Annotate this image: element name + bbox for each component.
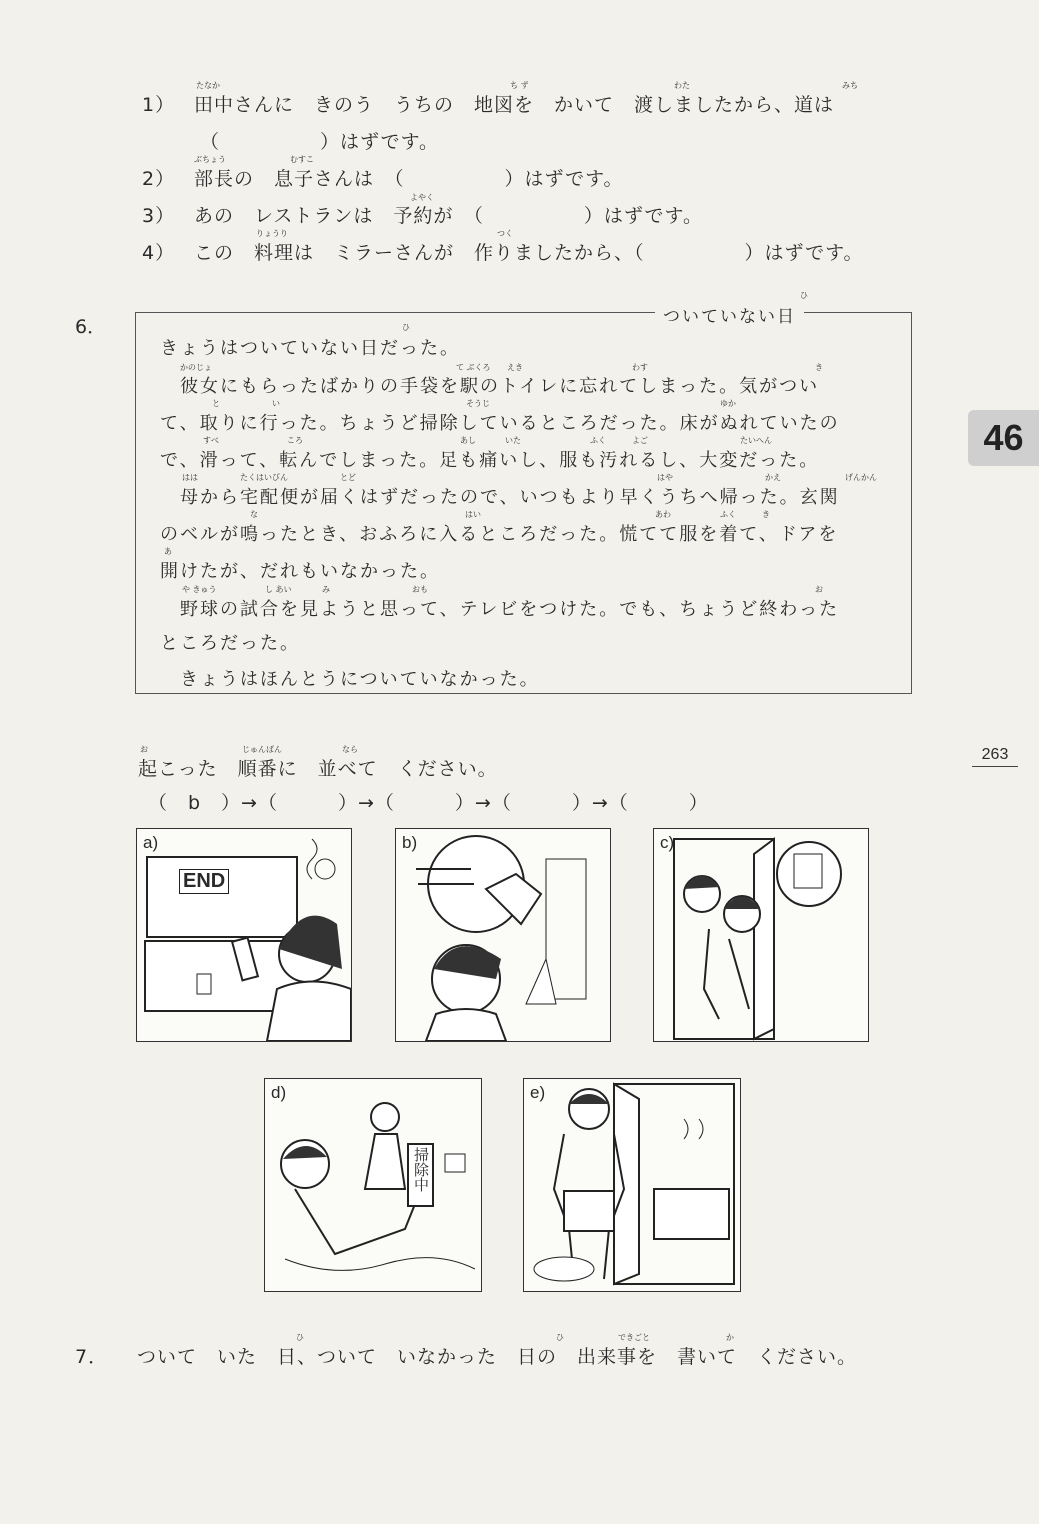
furigana: げんかん (845, 473, 877, 482)
furigana: かえ (765, 473, 781, 482)
section-7 (75, 1342, 857, 1369)
furigana: ひ (800, 291, 808, 300)
illustration-panel-b (395, 828, 611, 1042)
passage-line: て、取りに行った。ちょうど掃除しているところだった。床がぬれていたの (160, 413, 840, 434)
question-number: 1） (142, 94, 176, 116)
panel-label: e) (530, 1083, 546, 1102)
question-text: あの レストランは 予約が （ ）はずです。 (194, 205, 703, 227)
furigana: なら (342, 745, 358, 754)
page-number: 263 (972, 746, 1018, 767)
passage-line: 彼女にもらったばかりの手袋を駅のトイレに忘れてしまった。気がつい (160, 376, 820, 397)
furigana: そうじ (466, 399, 490, 408)
passage-line: のベルが鳴ったとき、おふろに入るところだった。慌てて服を着て、ドアを (160, 524, 839, 545)
question-text: 部長の 息子さんは （ ）はずです。 (194, 168, 624, 190)
furigana: たくはいびん (240, 473, 288, 482)
furigana: ころ (287, 436, 303, 445)
furigana: つく (497, 229, 513, 238)
furigana: じゅんばん (242, 745, 282, 754)
furigana: や きゅう (182, 585, 217, 594)
furigana: よやく (410, 193, 434, 202)
cleaning-sign: 掃除中 (412, 1147, 430, 1192)
furigana: な (250, 510, 258, 519)
furigana: いた (505, 436, 521, 445)
furigana: ひ (556, 1333, 564, 1342)
furigana: むすこ (290, 155, 314, 164)
furigana: ひ (402, 323, 410, 332)
tv-watching-illustration (137, 829, 351, 1041)
order-answer-row: （ b ）→（ ）→（ ）→（ ）→（ ） (148, 792, 709, 814)
furigana: と (212, 399, 220, 408)
question-item (142, 238, 864, 265)
furigana: はは (182, 473, 198, 482)
furigana: たいへん (740, 436, 772, 445)
furigana: ぶちょう (194, 155, 226, 164)
furigana: ち ず (510, 81, 529, 90)
question-text: この 料理は ミラーさんが 作りましたから、（ ）はずです。 (194, 242, 864, 264)
furigana: か (726, 1333, 734, 1342)
passage-line: ところだった。 (160, 633, 300, 654)
passage-line: 母から宅配便が届くはずだったので、いつもより早くうちへ帰った。玄関 (160, 487, 840, 508)
passage-line: きょうはついていない日だった。 (160, 338, 460, 359)
question-item (142, 90, 834, 117)
doorbell-illustration (654, 829, 868, 1041)
furigana: おも (412, 585, 428, 594)
furigana: あ (164, 547, 172, 556)
furigana: たなか (196, 81, 220, 90)
illustration-panel-e (523, 1078, 741, 1292)
furigana: い (272, 399, 280, 408)
illustration-panel-a (136, 828, 352, 1042)
furigana: りょうり (256, 229, 288, 238)
chapter-tab: 46 (968, 410, 1039, 466)
furigana: とど (340, 473, 356, 482)
section-number: 7． (75, 1346, 109, 1368)
illustration-panel-d (264, 1078, 482, 1292)
furigana: あわ (655, 510, 671, 519)
panel-label: a) (143, 833, 159, 852)
passage-line: 開けたが、だれもいなかった。 (160, 561, 440, 582)
furigana: えき (507, 363, 523, 372)
furigana: て ぶくろ (456, 363, 491, 372)
panel-label: d) (271, 1083, 287, 1102)
furigana: はや (657, 473, 673, 482)
furigana: よご (632, 436, 648, 445)
question-item (142, 201, 703, 228)
furigana: お (815, 585, 823, 594)
section-number: 6． (75, 316, 107, 338)
passage-line: で、滑って、転んでしまった。足も痛いし、服も汚れるし、大変だった。 (160, 450, 820, 471)
illustration-panel-c (653, 828, 869, 1042)
furigana: すべ (203, 436, 219, 445)
furigana: ふく (590, 436, 606, 445)
section-7-text: ついて いた 日、ついて いなかった 日の 出来事を 書いて ください。 (137, 1346, 858, 1368)
furigana: みち (842, 81, 858, 90)
question-continuation: （ ）はずです。 (200, 131, 440, 153)
train-station-illustration (396, 829, 610, 1041)
passage-line: 野球の試合を見ようと思って、テレビをつけた。でも、ちょうど終わった (160, 599, 840, 620)
furigana: わす (632, 363, 648, 372)
furigana: はい (465, 510, 481, 519)
furigana: し あい (265, 585, 292, 594)
question-text: 田中さんに きのう うちの 地図を かいて 渡しましたから、道は (194, 94, 835, 116)
furigana: き (815, 363, 823, 372)
furigana: あし (460, 436, 476, 445)
furigana: き (762, 510, 770, 519)
question-number: 3） (142, 205, 176, 227)
bath-towel-illustration (524, 1079, 740, 1291)
furigana: できごと (618, 1333, 650, 1342)
order-instruction: 起こった 順番に 並べて ください。 (138, 758, 498, 780)
question-number: 2） (142, 168, 176, 190)
question-number: 4） (142, 242, 176, 264)
passage-line: きょうはほんとうについていなかった。 (160, 669, 540, 690)
passage-title: ついていない日 (655, 302, 804, 327)
slipping-on-floor-illustration (265, 1079, 481, 1291)
furigana: お (140, 745, 148, 754)
furigana: わた (674, 81, 690, 90)
question-item (142, 164, 624, 191)
furigana: ひ (296, 1333, 304, 1342)
end-screen-text: END (179, 869, 229, 894)
panel-label: c) (660, 833, 675, 852)
panel-label: b) (402, 833, 418, 852)
furigana: ゆか (720, 399, 736, 408)
furigana: かのじょ (180, 363, 212, 372)
furigana: ふく (720, 510, 736, 519)
furigana: み (322, 585, 330, 594)
